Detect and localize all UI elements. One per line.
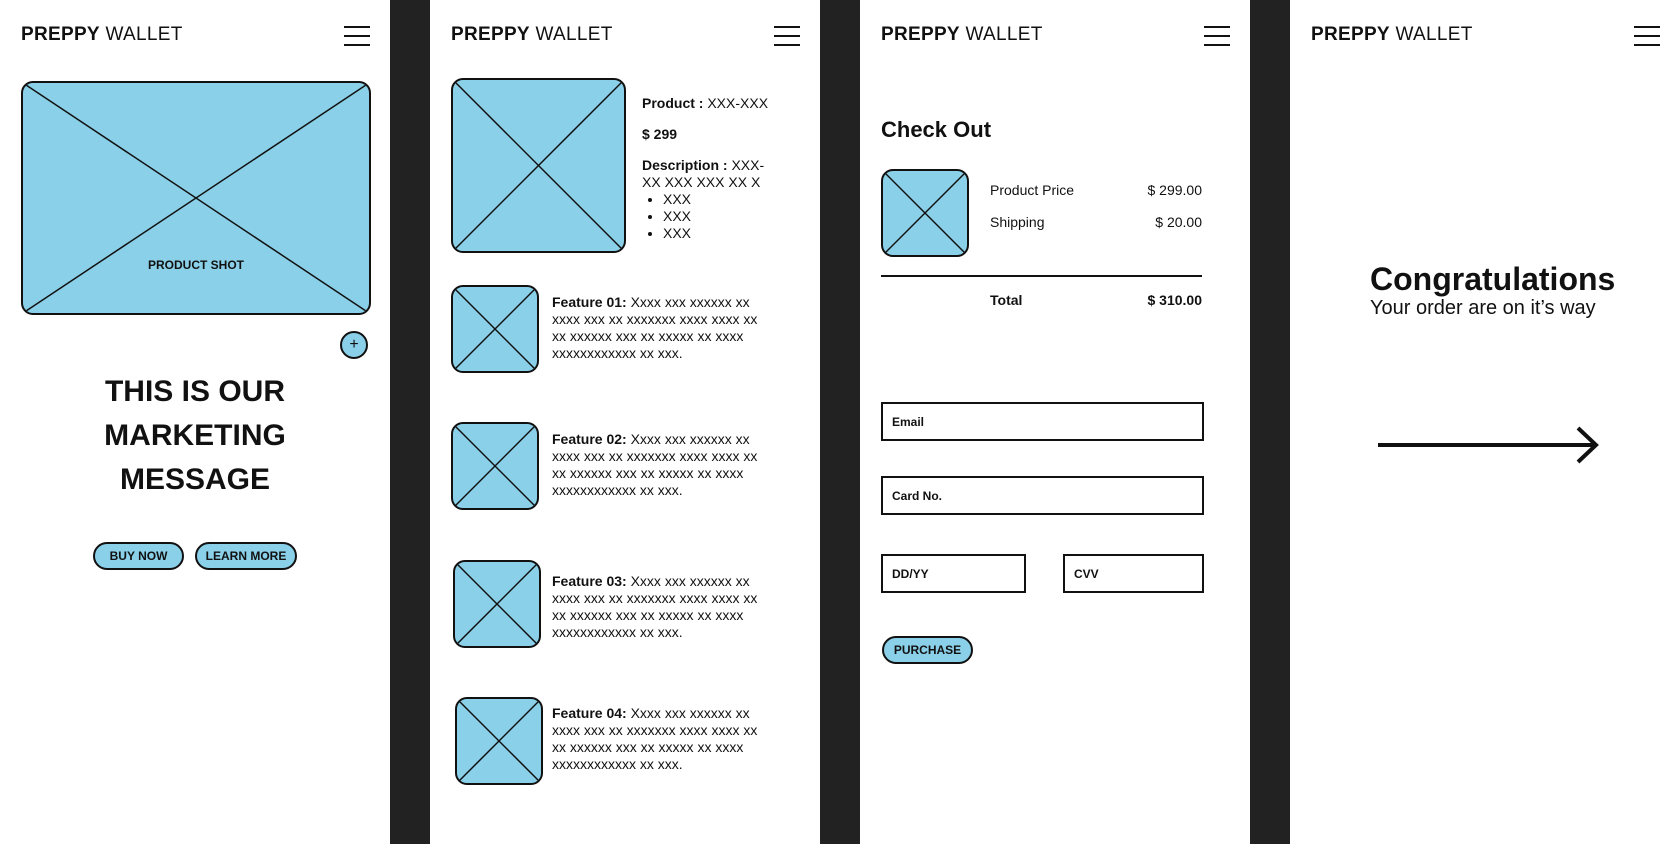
purchase-button[interactable]: PURCHASE [882, 636, 973, 664]
product-value: XXX-XXX [707, 95, 769, 111]
feature-image [451, 285, 539, 373]
product-price-value: $ 299.00 [1147, 182, 1202, 198]
bullet-item: • XXX [663, 225, 782, 242]
card-number-field[interactable]: Card No. [881, 476, 1204, 515]
feature-01-text [552, 294, 772, 362]
brand-bold: PREPPY [21, 24, 100, 45]
feature-image [451, 422, 539, 510]
product-price: $ 299 [642, 126, 678, 142]
learn-more-button[interactable]: LEARN MORE [195, 542, 297, 570]
product-price-label: Product Price [990, 182, 1075, 198]
brand-rest: WALLET [965, 24, 1043, 45]
feature-04-text [552, 705, 772, 773]
brand-logo [451, 24, 613, 46]
page-title: Check Out [881, 117, 992, 142]
checkout-screen [860, 0, 1250, 844]
congratulations-title: Congratulations [1370, 261, 1616, 297]
hamburger-menu-icon[interactable] [774, 26, 800, 46]
product-shot-image [21, 81, 371, 315]
marketing-line-2: MARKETING [104, 419, 286, 452]
hamburger-menu-icon[interactable] [1634, 26, 1660, 46]
landing-screen [0, 0, 390, 844]
brand-rest: WALLET [535, 24, 613, 45]
arrow-right-icon[interactable] [1376, 425, 1602, 465]
product-detail-screen [430, 0, 820, 844]
buy-now-button[interactable]: BUY NOW [93, 542, 184, 570]
email-field[interactable]: Email [881, 402, 1204, 441]
expiry-date-field[interactable]: DD/YY [881, 554, 1026, 593]
product-info [642, 95, 782, 242]
feature-body: Xxxx xxx xxxxxx xx xxxx xxx xx xxxxxxx xxxx xxxx xx xx xxxxxx xxx xx xxxxx xx xxxx xxxxxxxxxxxx xx xxx. [552, 431, 758, 498]
feature-image [455, 697, 543, 785]
brand-logo [881, 24, 1043, 46]
confirmation-subtitle: Your order are on it’s way [1370, 297, 1596, 319]
brand-bold: PREPPY [1311, 24, 1390, 45]
total-value: $ 310.00 [1147, 292, 1202, 308]
divider [881, 275, 1202, 277]
product-name [642, 95, 782, 112]
checkout-product-image [881, 169, 969, 257]
feature-body: Xxxx xxx xxxxxx xx xxxx xxx xx xxxxxxx xxxx xxxx xx xx xxxxxx xxx xx xxxxx xx xxxx xxxxxxxxxxxx xx xxx. [552, 573, 758, 640]
confirmation-screen [1290, 0, 1680, 844]
brand-rest: WALLET [1395, 24, 1473, 45]
bullet-item: • XXX [663, 191, 782, 208]
brand-bold: PREPPY [881, 24, 960, 45]
cvv-field[interactable]: CVV [1063, 554, 1204, 593]
description-bullets [642, 191, 782, 242]
feature-title: Feature 04: [552, 705, 627, 721]
feature-title: Feature 01: [552, 294, 627, 310]
brand-logo [1311, 24, 1473, 46]
marketing-line-3: MESSAGE [119, 463, 271, 496]
feature-body: Xxxx xxx xxxxxx xx xxxx xxx xx xxxxxxx xxxx xxxx xx xx xxxxxx xxx xx xxxxx xx xxxx xxxxxxxxxxxx xx xxx. [552, 294, 758, 361]
shipping-value: $ 20.00 [1155, 214, 1202, 230]
bullet-item: • XXX [663, 208, 782, 225]
feature-image [453, 560, 541, 648]
feature-body: Xxxx xxx xxxxxx xx xxxx xxx xx xxxxxxx xxxx xxxx xx xx xxxxxx xxx xx xxxxx xx xxxx xxxxxxxxxxxx xx xxx. [552, 705, 758, 772]
product-label: Product : [642, 95, 704, 111]
plus-icon[interactable]: + [340, 331, 368, 359]
description-label: Description : [642, 157, 728, 173]
product-image [451, 78, 626, 253]
feature-title: Feature 03: [552, 573, 627, 589]
total-label: Total [990, 292, 1023, 308]
marketing-line-1: THIS IS OUR [104, 375, 285, 408]
product-description [642, 157, 782, 191]
feature-title: Feature 02: [552, 431, 627, 447]
description-value: XXX-XX XXX XXX XX X [642, 157, 765, 190]
brand-bold: PREPPY [451, 24, 530, 45]
brand-logo [21, 24, 183, 46]
brand-rest: WALLET [105, 24, 183, 45]
hamburger-menu-icon[interactable] [344, 26, 370, 46]
feature-03-text [552, 573, 772, 641]
product-shot-label: PRODUCT SHOT [148, 258, 244, 272]
shipping-label: Shipping [990, 214, 1045, 230]
feature-02-text [552, 431, 772, 499]
hamburger-menu-icon[interactable] [1204, 26, 1230, 46]
marketing-message [0, 370, 390, 502]
